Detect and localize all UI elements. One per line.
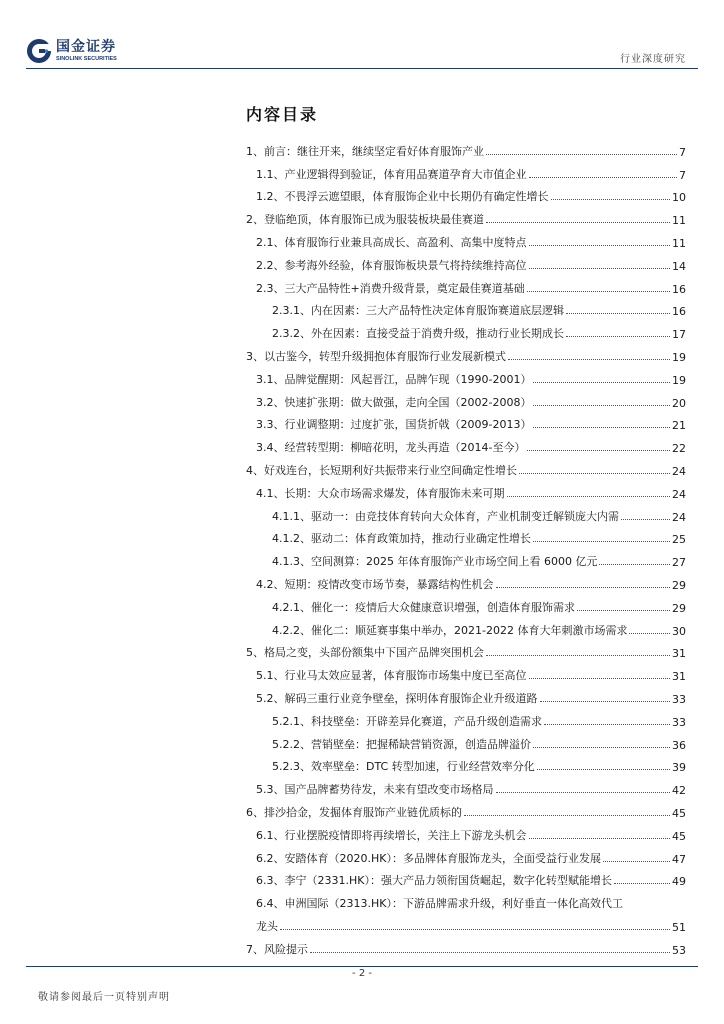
toc-entry[interactable]: 3.4、经营转型期：柳暗花明，龙头再造（2014-至今） 22 — [256, 441, 686, 456]
toc-entry[interactable]: 2.3、三大产品特性+消费升级背景，奠定最佳赛道基础 16 — [256, 281, 686, 296]
toc-entry[interactable]: 4、好戏连台，长短期利好共振带来行业空间确定性增长 24 — [246, 463, 686, 478]
toc-entry[interactable]: 4.1.3、空间测算：2025 年体育服饰产业市场空间上看 6000 亿元 27 — [272, 555, 686, 570]
toc-entry[interactable]: 4.2.1、催化一：疫情后大众健康意识增强，创造体育服饰需求 29 — [272, 600, 686, 615]
toc-entry[interactable]: 4.2.2、催化二：顺延赛事集中举办，2021-2022 体育大年刺激市场需求 30 — [272, 623, 686, 638]
logo-english-name: SINOLINK SECURITIES — [56, 55, 117, 62]
toc-entry[interactable]: 2.1、体育服饰行业兼具高成长、高盈利、高集中度特点 11 — [256, 235, 686, 250]
disclaimer-note: 敬请参阅最后一页特别声明 — [38, 992, 170, 1003]
toc-entry[interactable]: 5.2、解码三重行业竞争壁垒，探明体育服饰企业升级道路 33 — [256, 691, 686, 706]
toc-entry-continued[interactable]: 龙头 51 — [256, 919, 686, 934]
logo-chinese-name: 国金证券 — [56, 38, 116, 55]
toc-entry[interactable]: 3.2、快速扩张期：做大做强，走向全国（2002-2008） 20 — [256, 395, 686, 410]
toc-entry[interactable]: 5.1、行业马太效应显著，体育服饰市场集中度已至高位 31 — [256, 669, 686, 684]
toc-entry[interactable]: 4.1.1、驱动一：由竞技体育转向大众体育，产业机制变迁解锁庞大内需 24 — [272, 509, 686, 524]
toc-entry[interactable]: 7、风险提示 53 — [246, 942, 686, 957]
toc-entry[interactable]: 3.3、行业调整期：过度扩张，国货折戟（2009-2013） 21 — [256, 418, 686, 433]
page-number: - 2 - — [352, 968, 372, 979]
toc-entry[interactable]: 1、前言：继往开来，继续坚定看好体育服饰产业 7 — [246, 144, 686, 159]
logo-icon — [26, 38, 52, 64]
footer-divider — [26, 966, 698, 967]
toc-entry[interactable]: 2、登临绝顶，体育服饰已成为服装板块最佳赛道 11 — [246, 213, 686, 228]
toc-title: 内容目录 — [246, 105, 319, 124]
toc-entry[interactable]: 4.2、短期：疫情改变市场节奏，暴露结构性机会 29 — [256, 577, 686, 592]
toc-entry[interactable]: 2.2、参考海外经验，体育服饰板块景气将持续维持高位 14 — [256, 258, 686, 273]
toc-entry[interactable]: 5.2.3、效率壁垒：DTC 转型加速，行业经营效率分化 39 — [272, 760, 686, 775]
toc-entry[interactable]: 2.3.1、内在因素：三大产品特性决定体育服饰赛道底层逻辑 16 — [272, 304, 686, 319]
page-header — [0, 0, 724, 70]
toc-entry[interactable]: 3.1、品牌觉醒期：风起晋江，品牌乍现（1990-2001） 19 — [256, 372, 686, 387]
toc-entry[interactable]: 6、排沙拾金，发掘体育服饰产业链优质标的 45 — [246, 805, 686, 820]
toc-entry[interactable]: 5.2.2、营销壁垒：把握稀缺营销资源，创造品牌溢价 36 — [272, 737, 686, 752]
toc-entry[interactable]: 6.1、行业摆脱疫情即将再续增长，关注上下游龙头机会 45 — [256, 828, 686, 843]
report-type: 行业深度研究 — [620, 54, 686, 65]
toc-entry[interactable]: 6.4、申洲国际（2313.HK）：下游品牌需求升级，利好垂直一体化高效代工 — [256, 897, 623, 911]
toc-entry[interactable]: 1.2、不畏浮云遮望眼，体育服饰企业中长期仍有确定性增长 10 — [256, 190, 686, 205]
header-divider — [26, 68, 698, 69]
company-logo — [26, 38, 117, 64]
table-of-contents — [246, 136, 686, 957]
toc-entry[interactable]: 5、格局之变，头部份额集中下国产品牌突围机会 31 — [246, 646, 686, 661]
toc-entry[interactable]: 1.1、产业逻辑得到验证，体育用品赛道孕育大市值企业 7 — [256, 167, 686, 182]
toc-entry[interactable]: 5.3、国产品牌蓄势待发，未来有望改变市场格局 42 — [256, 783, 686, 798]
toc-entry[interactable]: 6.3、李宁（2331.HK）：强大产品力领衔国货崛起，数字化转型赋能增长 49 — [256, 874, 686, 889]
toc-entry[interactable]: 2.3.2、外在因素：直接受益于消费升级，推动行业长期成长 17 — [272, 327, 686, 342]
toc-entry[interactable]: 5.2.1、科技壁垒：开辟差异化赛道，产品升级创造需求 33 — [272, 714, 686, 729]
toc-entry[interactable]: 4.1、长期：大众市场需求爆发，体育服饰未来可期 24 — [256, 486, 686, 501]
toc-entry[interactable]: 6.2、安踏体育（2020.HK）：多品牌体育服饰龙头，全面受益行业发展 47 — [256, 851, 686, 866]
toc-entry[interactable]: 3、以古鉴今，转型升级拥抱体育服饰行业发展新模式 19 — [246, 349, 686, 364]
toc-entry[interactable]: 4.1.2、驱动二：体育政策加持，推动行业确定性增长 25 — [272, 532, 686, 547]
